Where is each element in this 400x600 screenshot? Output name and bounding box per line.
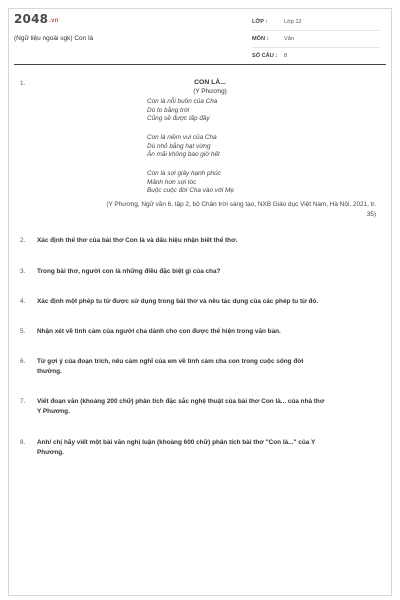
poem-line: Ăn mãi không bao giờ hết <box>147 151 220 159</box>
question-number: 2. <box>20 237 26 244</box>
source-line: (Y Phương, Ngữ văn 6, tập 2, bộ Chân trời sáng tạo, NXB Giáo dục Việt Nam, Hà Nội, 2021, tr. <box>106 201 376 208</box>
poem-line: Con là niềm vui của Cha <box>147 134 217 141</box>
meta-table <box>252 14 380 65</box>
question-number: 1. <box>20 80 26 87</box>
poem-stanza <box>147 98 217 124</box>
worksheet-subtitle: (Ngữ liệu ngoài sgk) Con là <box>14 35 94 42</box>
meta-row-question-count <box>252 48 380 65</box>
question-number: 6. <box>20 358 26 365</box>
question-number: 3. <box>20 268 26 275</box>
question-5 <box>14 327 364 337</box>
meta-row-class <box>252 14 380 31</box>
meta-key: SỐ CÂU : <box>252 53 278 59</box>
question-text: Nhận xét về tình cảm của người cha dành cho con được thể hiện trong văn bản. <box>37 328 281 335</box>
source-line: 35) <box>366 210 376 218</box>
question-number: 4. <box>20 298 26 305</box>
poem-stanza <box>147 170 234 196</box>
logo-suffix: .vn <box>49 18 59 24</box>
poem-line: Dù nhỏ bằng hạt vừng <box>147 142 211 150</box>
poem-author: (Y Phương) <box>193 88 227 95</box>
question-text: Từ gợi ý của đoạn trích, nêu cảm nghĩ của em về tình cảm cha con trong cuộc sống đời <box>37 358 304 365</box>
question-text: Viết đoạn văn (khoảng 200 chữ) phân tích đặc sắc nghệ thuật của bài thơ Con là... của nhà thơ <box>37 398 325 405</box>
question-number: 8. <box>20 439 26 446</box>
question-2 <box>14 236 364 246</box>
question-text: thường. <box>37 368 62 375</box>
question-text: Y Phương. <box>37 408 70 415</box>
question-number: 7. <box>20 398 26 405</box>
poem-source <box>46 200 376 219</box>
question-text: Anh/ chị hãy viết một bài văn nghị luận (khoảng 600 chữ) phân tích bài thơ "Con là..." của Y <box>37 439 316 446</box>
meta-key: LỚP : <box>252 19 268 25</box>
question-text: Xác định một phép tu từ được sử dụng trong bài thơ và nêu tác dụng của các phép tu từ đó. <box>37 298 319 305</box>
question-3 <box>14 267 364 277</box>
poem-line: Con là nỗi buồn của Cha <box>147 98 218 105</box>
poem-title: CON LÀ... <box>194 79 226 86</box>
site-logo[interactable] <box>14 12 58 26</box>
question-8 <box>14 438 364 458</box>
meta-value: 8 <box>284 53 288 59</box>
question-7 <box>14 397 364 417</box>
poem-line: Mảnh hơn sợi tóc <box>147 178 197 186</box>
question-number: 5. <box>20 328 26 335</box>
question-text: Xác định thể thơ của bài thơ Con là và dấu hiệu nhận biết thể thơ. <box>37 237 238 244</box>
meta-row-subject <box>252 31 380 48</box>
header-divider <box>14 64 386 65</box>
poem-line: Cũng sẽ được lấp đầy <box>147 115 210 123</box>
meta-value: Văn <box>284 36 294 42</box>
poem-line: Dù to bằng trời <box>147 106 190 114</box>
question-text: Phương. <box>37 449 64 456</box>
question-text: Trong bài thơ, người con là những điều đặc biệt gì của cha? <box>37 268 221 275</box>
poem-line: Buộc cuộc đời Cha vào với Mẹ <box>147 187 234 195</box>
poem-stanza <box>147 134 220 160</box>
meta-value: Lớp 12 <box>284 19 302 25</box>
question-6 <box>14 357 364 377</box>
question-4 <box>14 297 364 307</box>
meta-key: MÔN : <box>252 36 269 42</box>
logo-number: 2048 <box>14 12 49 26</box>
poem-line: Con là sợi giây hạnh phúc <box>147 170 221 177</box>
